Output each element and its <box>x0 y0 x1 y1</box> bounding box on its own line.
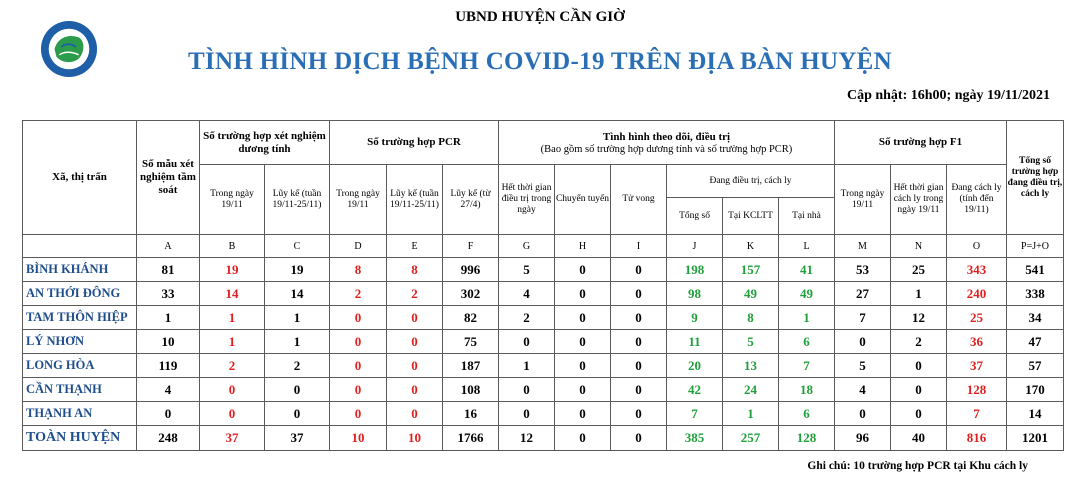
value-cell: 33 <box>137 282 200 306</box>
header-death: Tử vong <box>611 165 667 235</box>
value-cell: 18 <box>779 378 835 402</box>
letter-cell: L <box>779 235 835 258</box>
value-cell: 1 <box>891 282 947 306</box>
letter-cell: N <box>891 235 947 258</box>
value-cell: 82 <box>443 306 499 330</box>
value-cell: 81 <box>137 258 200 282</box>
header-monitor-title: Tình hình theo dõi, điều trị <box>602 130 731 143</box>
covid-table <box>22 120 1064 451</box>
header-transfer: Chuyển tuyến <box>555 165 611 235</box>
value-cell: 187 <box>443 354 499 378</box>
header-pcr: Số trường hợp PCR <box>330 121 499 165</box>
header-total-monitor: Tổng số trường hợp đang điều trị, cách ly <box>1007 121 1064 235</box>
total-row <box>23 426 1064 451</box>
value-cell: 34 <box>1007 306 1064 330</box>
value-cell: 2 <box>891 330 947 354</box>
value-cell: 10 <box>330 426 387 451</box>
value-cell: 385 <box>667 426 723 451</box>
value-cell: 119 <box>137 354 200 378</box>
header-f1-current: Đang cách ly (tính đến 19/11) <box>947 165 1007 235</box>
value-cell: 128 <box>779 426 835 451</box>
letter-cell: H <box>555 235 611 258</box>
header-treat-total: Tổng số <box>667 198 723 235</box>
commune-name: LONG HÒA <box>23 354 137 378</box>
value-cell: 75 <box>443 330 499 354</box>
value-cell: 0 <box>555 378 611 402</box>
letter-cell: K <box>723 235 779 258</box>
header-pcr-cum-week: Lũy kế (tuần 19/11-25/11) <box>387 165 443 235</box>
value-cell: 37 <box>200 426 265 451</box>
commune-name: CẦN THẠNH <box>23 378 137 402</box>
value-cell: 0 <box>611 258 667 282</box>
value-cell: 0 <box>200 402 265 426</box>
value-cell: 2 <box>265 354 330 378</box>
value-cell: 0 <box>611 306 667 330</box>
value-cell: 0 <box>611 354 667 378</box>
organization-name: UBND HUYỆN CẦN GIỜ <box>455 9 625 25</box>
value-cell: 14 <box>200 282 265 306</box>
header-done: Hết thời gian điều trị trong ngày <box>499 165 555 235</box>
value-cell: 0 <box>555 426 611 451</box>
value-cell: 0 <box>265 402 330 426</box>
value-cell: 6 <box>779 330 835 354</box>
value-cell: 13 <box>723 354 779 378</box>
value-cell: 0 <box>200 378 265 402</box>
value-cell: 2 <box>499 306 555 330</box>
table-row <box>23 306 1064 330</box>
value-cell: 2 <box>200 354 265 378</box>
value-cell: 14 <box>265 282 330 306</box>
value-cell: 170 <box>1007 378 1064 402</box>
value-cell: 1 <box>137 306 200 330</box>
value-cell: 20 <box>667 354 723 378</box>
value-cell: 4 <box>835 378 891 402</box>
value-cell: 37 <box>947 354 1007 378</box>
value-cell: 1 <box>200 306 265 330</box>
value-cell: 4 <box>499 282 555 306</box>
value-cell: 98 <box>667 282 723 306</box>
value-cell: 0 <box>555 258 611 282</box>
value-cell: 1 <box>200 330 265 354</box>
letter-cell: G <box>499 235 555 258</box>
value-cell: 1201 <box>1007 426 1064 451</box>
value-cell: 0 <box>555 306 611 330</box>
value-cell: 96 <box>835 426 891 451</box>
letter-cell: D <box>330 235 387 258</box>
table-row <box>23 354 1064 378</box>
value-cell: 0 <box>555 354 611 378</box>
commune-name: LÝ NHƠN <box>23 330 137 354</box>
header-positive: Số trường hợp xét nghiệm dương tính <box>200 121 330 165</box>
header-commune: Xã, thị trấn <box>23 121 137 235</box>
value-cell: 53 <box>835 258 891 282</box>
value-cell: 0 <box>555 402 611 426</box>
value-cell: 1 <box>779 306 835 330</box>
value-cell: 19 <box>200 258 265 282</box>
header-pcr-today: Trong ngày 19/11 <box>330 165 387 235</box>
value-cell: 996 <box>443 258 499 282</box>
value-cell: 0 <box>137 402 200 426</box>
letter-cell: M <box>835 235 891 258</box>
page-title: TÌNH HÌNH DỊCH BỆNH COVID-19 TRÊN ĐỊA BÀN HUYỆN <box>187 48 892 75</box>
value-cell: 10 <box>387 426 443 451</box>
value-cell: 0 <box>330 330 387 354</box>
header-f1-done: Hết thời gian cách ly trong ngày 19/11 <box>891 165 947 235</box>
value-cell: 0 <box>835 330 891 354</box>
value-cell: 16 <box>443 402 499 426</box>
letter-cell: O <box>947 235 1007 258</box>
commune-name: THẠNH AN <box>23 402 137 426</box>
value-cell: 240 <box>947 282 1007 306</box>
value-cell: 0 <box>611 282 667 306</box>
value-cell: 42 <box>667 378 723 402</box>
value-cell: 47 <box>1007 330 1064 354</box>
letter-cell: I <box>611 235 667 258</box>
value-cell: 0 <box>330 354 387 378</box>
value-cell: 0 <box>330 306 387 330</box>
value-cell: 7 <box>667 402 723 426</box>
value-cell: 0 <box>555 330 611 354</box>
commune-name: TAM THÔN HIỆP <box>23 306 137 330</box>
value-cell: 4 <box>137 378 200 402</box>
letter-cell: C <box>265 235 330 258</box>
value-cell: 37 <box>265 426 330 451</box>
value-cell: 0 <box>387 306 443 330</box>
value-cell: 8 <box>723 306 779 330</box>
value-cell: 11 <box>667 330 723 354</box>
letter-cell: J <box>667 235 723 258</box>
commune-name: BÌNH KHÁNH <box>23 258 137 282</box>
value-cell: 5 <box>835 354 891 378</box>
value-cell: 7 <box>947 402 1007 426</box>
value-cell: 128 <box>947 378 1007 402</box>
letter-spacer <box>23 235 137 258</box>
value-cell: 0 <box>387 378 443 402</box>
value-cell: 0 <box>611 402 667 426</box>
value-cell: 1 <box>499 354 555 378</box>
value-cell: 7 <box>835 306 891 330</box>
value-cell: 257 <box>723 426 779 451</box>
value-cell: 7 <box>779 354 835 378</box>
table-row <box>23 378 1064 402</box>
value-cell: 36 <box>947 330 1007 354</box>
value-cell: 0 <box>555 282 611 306</box>
value-cell: 19 <box>265 258 330 282</box>
value-cell: 0 <box>387 402 443 426</box>
header-f1: Số trường hợp F1 <box>835 121 1007 165</box>
value-cell: 0 <box>265 378 330 402</box>
letter-cell: F <box>443 235 499 258</box>
header-monitor-sub: (Bao gồm số trường hợp dương tính và số trường hợp PCR) <box>540 143 793 155</box>
value-cell: 2 <box>330 282 387 306</box>
header-f1-today: Trong ngày 19/11 <box>835 165 891 235</box>
value-cell: 0 <box>611 330 667 354</box>
letter-cell: E <box>387 235 443 258</box>
value-cell: 57 <box>1007 354 1064 378</box>
table-row <box>23 402 1064 426</box>
commune-name: AN THỚI ĐÔNG <box>23 282 137 306</box>
letter-cell: P=J+O <box>1007 235 1064 258</box>
value-cell: 49 <box>779 282 835 306</box>
value-cell: 108 <box>443 378 499 402</box>
letter-cell: A <box>137 235 200 258</box>
value-cell: 25 <box>947 306 1007 330</box>
table-row <box>23 282 1064 306</box>
update-time: Cập nhật: 16h00; ngày 19/11/2021 <box>846 88 1050 103</box>
value-cell: 1766 <box>443 426 499 451</box>
value-cell: 5 <box>499 258 555 282</box>
value-cell: 12 <box>499 426 555 451</box>
value-cell: 0 <box>499 330 555 354</box>
value-cell: 49 <box>723 282 779 306</box>
value-cell: 0 <box>330 402 387 426</box>
value-cell: 0 <box>835 402 891 426</box>
value-cell: 25 <box>891 258 947 282</box>
value-cell: 0 <box>611 426 667 451</box>
value-cell: 5 <box>723 330 779 354</box>
header-monitor <box>499 121 835 165</box>
header-treat-home: Tại nhà <box>779 198 835 235</box>
value-cell: 6 <box>779 402 835 426</box>
header-pos-today: Trong ngày 19/11 <box>200 165 265 235</box>
value-cell: 302 <box>443 282 499 306</box>
value-cell: 24 <box>723 378 779 402</box>
table-body <box>23 258 1064 451</box>
value-cell: 9 <box>667 306 723 330</box>
value-cell: 0 <box>891 402 947 426</box>
commune-name: TOÀN HUYỆN <box>23 426 137 451</box>
value-cell: 14 <box>1007 402 1064 426</box>
footnote: Ghi chú: 10 trường hợp PCR tại Khu cách ly <box>807 460 1028 472</box>
value-cell: 0 <box>387 330 443 354</box>
value-cell: 0 <box>499 402 555 426</box>
value-cell: 27 <box>835 282 891 306</box>
value-cell: 2 <box>387 282 443 306</box>
value-cell: 816 <box>947 426 1007 451</box>
value-cell: 41 <box>779 258 835 282</box>
header-pos-cum: Lũy kế (tuần 19/11-25/11) <box>265 165 330 235</box>
value-cell: 0 <box>387 354 443 378</box>
value-cell: 0 <box>891 354 947 378</box>
value-cell: 8 <box>330 258 387 282</box>
header-treat-kcltt: Tại KCLTT <box>723 198 779 235</box>
value-cell: 343 <box>947 258 1007 282</box>
value-cell: 40 <box>891 426 947 451</box>
value-cell: 1 <box>265 330 330 354</box>
value-cell: 12 <box>891 306 947 330</box>
value-cell: 1 <box>723 402 779 426</box>
value-cell: 0 <box>499 378 555 402</box>
table-row <box>23 330 1064 354</box>
value-cell: 1 <box>265 306 330 330</box>
header-pcr-cum: Lũy kế (từ 27/4) <box>443 165 499 235</box>
value-cell: 338 <box>1007 282 1064 306</box>
value-cell: 198 <box>667 258 723 282</box>
value-cell: 0 <box>891 378 947 402</box>
letter-cell: B <box>200 235 265 258</box>
value-cell: 157 <box>723 258 779 282</box>
value-cell: 0 <box>330 378 387 402</box>
header-treating: Đang điều trị, cách ly <box>667 165 835 198</box>
value-cell: 541 <box>1007 258 1064 282</box>
value-cell: 10 <box>137 330 200 354</box>
value-cell: 8 <box>387 258 443 282</box>
value-cell: 248 <box>137 426 200 451</box>
header-samples: Số mẫu xét nghiệm tầm soát <box>137 121 200 235</box>
value-cell: 0 <box>611 378 667 402</box>
table-row <box>23 258 1064 282</box>
